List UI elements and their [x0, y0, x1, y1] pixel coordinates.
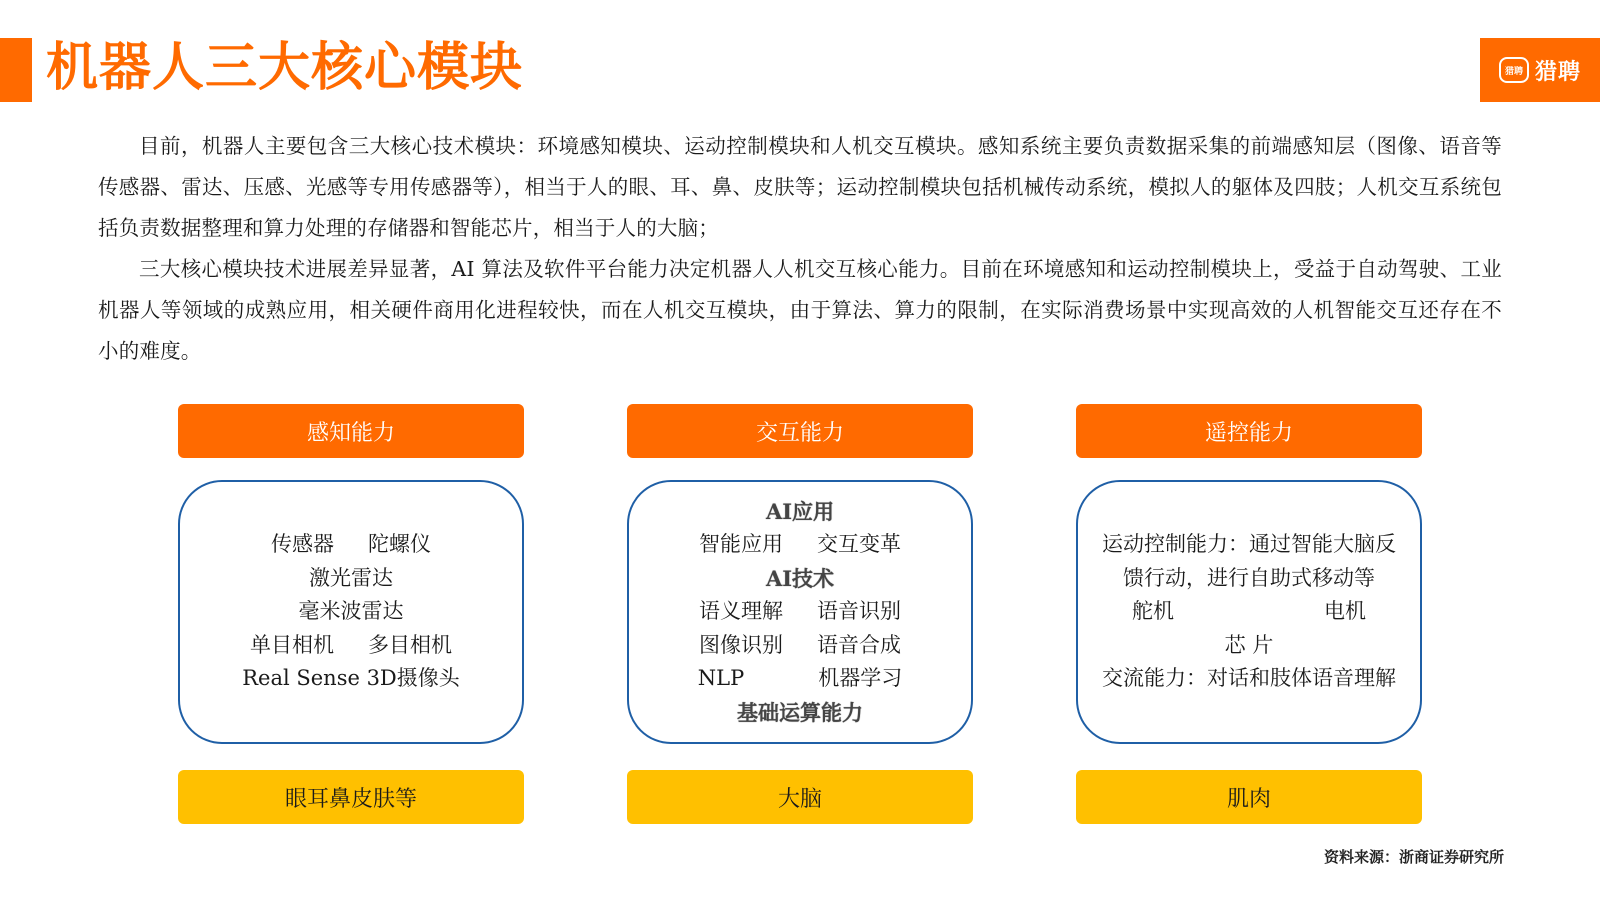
- base-computing-label: 基础运算能力: [737, 699, 863, 725]
- servo-item: 舵机: [1132, 599, 1174, 624]
- motion-control-text: 运动控制能力：通过智能大脑反馈行动，进行自助式移动等: [1102, 532, 1396, 590]
- remote-box: [1076, 480, 1422, 744]
- perception-row: [309, 562, 393, 596]
- body-text: [98, 126, 1502, 372]
- perception-item: 陀螺仪: [368, 532, 431, 557]
- actuator-row: [1132, 595, 1366, 629]
- motor-item: 电机: [1324, 599, 1366, 624]
- interaction-box: [627, 480, 973, 744]
- paragraph-1: 目前，机器人主要包含三大核心技术模块：环境感知模块、运动控制模块和人机交互模块。感知系统主要负责数据采集的前端感知层（图像、语音等传感器、雷达、压感、光感等专用传感器等），相当于人的眼、耳、鼻、皮肤等；运动控制模块包括机械传动系统，模拟人的躯体及四肢；人机交互系统包括负责数据整理和算力处理的存储器和智能芯片，相当于人的大脑；: [98, 134, 1502, 240]
- ai-technology-item: 机器学习: [818, 666, 903, 691]
- perception-item: 多目相机: [368, 632, 452, 657]
- ai-technology-row: [699, 595, 901, 629]
- ai-technology-item: NLP: [697, 666, 745, 691]
- ai-technology-row: [699, 629, 901, 663]
- perception-item: 毫米波雷达: [298, 599, 404, 624]
- ai-technology-item: 语义理解: [699, 599, 783, 624]
- perception-box: [178, 480, 524, 744]
- remote-footer: 肌肉: [1076, 770, 1422, 824]
- interaction-footer: 大脑: [627, 770, 973, 824]
- title-accent-bar: [0, 38, 32, 102]
- ai-technology-item: 图像识别: [699, 632, 783, 657]
- perception-item: Real Sense 3D摄像头: [242, 666, 460, 691]
- perception-item: 激光雷达: [309, 565, 393, 590]
- ai-technology-row: [698, 662, 902, 696]
- ai-technology-label: AI技术: [765, 565, 835, 591]
- perception-row: [271, 528, 431, 562]
- ai-application-item: 智能应用: [699, 532, 783, 557]
- remote-header: 遥控能力: [1076, 404, 1422, 458]
- chat-bubble-icon: 猎聘: [1499, 57, 1529, 83]
- interaction-column: [627, 404, 973, 824]
- perception-row: [242, 662, 460, 696]
- ai-technology-item: 语音合成: [817, 632, 901, 657]
- paragraph-2: 三大核心模块技术进展差异显著，AI 算法及软件平台能力决定机器人人机交互核心能力。目前在环境感知和运动控制模块上，受益于自动驾驶、工业机器人等领域的成熟应用，相关硬件商用化进程较快，而在人机交互模块，由于算法、算力的限制，在实际消费场景中实现高效的人机智能交互还存在不小的难度。: [98, 257, 1502, 363]
- ai-application-label: AI应用: [765, 498, 835, 524]
- interaction-header: 交互能力: [627, 404, 973, 458]
- perception-footer: 眼耳鼻皮肤等: [178, 770, 524, 824]
- perception-item: 传感器: [271, 532, 334, 557]
- perception-row: [299, 595, 404, 629]
- chip-item: 芯 片: [1224, 632, 1274, 657]
- ai-application-row: [699, 528, 901, 562]
- logo-text: 猎聘: [1534, 59, 1581, 85]
- brand-logo: [1480, 38, 1600, 102]
- perception-header: 感知能力: [178, 404, 524, 458]
- page-title: 机器人三大核心模块: [46, 38, 524, 98]
- ai-application-item: 交互变革: [817, 532, 901, 557]
- communication-text: 交流能力：对话和肢体语音理解: [1102, 666, 1396, 691]
- perception-column: [178, 404, 524, 824]
- perception-row: [250, 629, 452, 663]
- source-note: 资料来源：浙商证券研究所: [1323, 848, 1504, 866]
- remote-column: [1076, 404, 1422, 824]
- ai-technology-item: 语音识别: [817, 599, 901, 624]
- perception-item: 单目相机: [250, 632, 334, 657]
